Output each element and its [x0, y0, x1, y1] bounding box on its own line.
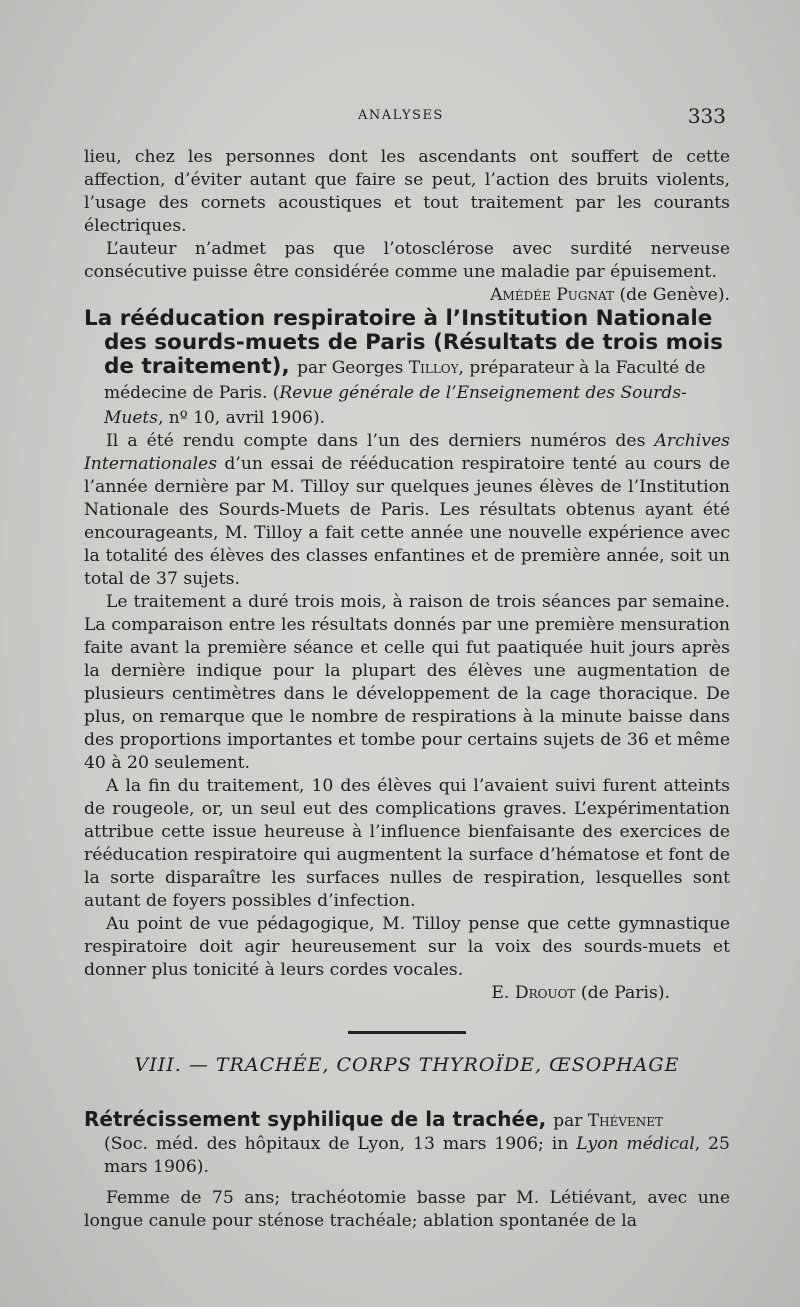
author-name: Tilloy [408, 358, 459, 378]
paragraph: lieu, chez les personnes dont les ascendants ont souffert de cette affection, d’éviter autant que faire se peut, l’action des bruits violents, l’usage des cornets acoustiques et tout traitement par les courants électriques. [84, 147, 730, 236]
reference-text: , 25 mars 1906). [104, 1134, 730, 1177]
byline [553, 1111, 663, 1131]
text-span: Il a été rendu compte dans l’un des derniers numéros des [106, 431, 646, 451]
signature-name: E. Drouot [491, 983, 576, 1003]
running-head: ANALYSES [358, 108, 444, 123]
signature-place: (de Paris). [580, 983, 670, 1003]
paragraph: L’auteur n’admet pas que l’otosclérose avec surdité nerveuse consécutive puisse être considérée comme une maladie par épuisement. [84, 239, 730, 282]
article-title-text: La rééducation respiratoire à l’Institution Nationale des sourds-muets de Paris (Résultats de trois mois de traitement), [84, 306, 723, 379]
journal-name: Archives Internationales [84, 431, 730, 474]
reference-text: (Soc. méd. des hôpitaux de Lyon, 13 mars 1906; in [104, 1134, 569, 1154]
page-body [84, 146, 730, 1233]
paragraph: A la fin du traitement, 10 des élèves qui l’avaient suivi furent atteints de rougeole, or, un seul eut des complications graves. L’expérimentation attribue cette issue heureuse à l’influence bienfaisante des exercices de rééducation respiratoire qui augmentent la surface d’hématose et font de la sorte disparaître les surfaces nulles de respiration, lesquelles sont autant de foyers possibles d’infection. [84, 776, 730, 911]
paragraph: Au point de vue pédagogique, M. Tilloy pense que cette gymnastique respiratoire doit agir heureusement sur la voix des sourds-muets et donner plus tonicité à leurs cordes vocales. [84, 914, 730, 980]
author-signature [84, 284, 730, 307]
paragraph [84, 430, 730, 591]
journal-name: Revue générale de l’Enseignement des Sourds-Muets [104, 383, 687, 428]
paragraph: Femme de 75 ans; trachéotomie basse par M. Létiévant, avec une longue canule pour sténose trachéale; ablation spontanée de la [84, 1188, 730, 1231]
text-span: d’un essai de rééducation respiratoire tenté au cours de l’année dernière par M. Tilloy sur quelques jeunes élèves de l’Institution Nationale des Sourds-Muets de Paris. Les résultats obtenus ayant été encourageants, M. Tilloy a fait cette année une nouvelle expérience avec la totalité des élèves des classes enfantines et de première année, soit un total de 37 sujets. [84, 454, 730, 589]
section-heading: VIII. — TRACHÉE, CORPS THYROÏDE, ŒSOPHAGE [134, 1054, 680, 1076]
byline-prefix: par Georges [297, 358, 404, 378]
author-affiliation: , préparateur à la Faculté de médecine de Paris. ( [104, 358, 706, 403]
signature-name: Amédée Pugnat [490, 285, 614, 305]
signature-place: (de Genève). [619, 285, 730, 305]
paragraph: Le traitement a duré trois mois, à raison de trois séances par semaine. La comparaison entre les résultats donnés par une première mensuration faite avant la première séance et celle qui fut paatiquée huit jours après la dernière indique pour la plupart des élèves une augmentation de plusieurs centimètres dans le développement de la cage thoracique. De plus, on remarque que le nombre de respirations à la minute baisse dans des proportions importantes et tombe pour certains sujets de 36 et même 40 à 20 seulement. [84, 592, 730, 773]
section-divider [348, 1031, 466, 1034]
journal-issue: , nº 10, avril 1906). [157, 408, 326, 428]
article-title [84, 307, 730, 430]
byline-prefix: par [553, 1111, 583, 1131]
article-title [84, 1107, 730, 1133]
author-signature [84, 982, 730, 1005]
article-title-text: Rétrécissement syphilique de la trachée, [84, 1107, 547, 1131]
page-number: 333 [687, 104, 726, 128]
author-name: Thévenet [587, 1111, 664, 1131]
page-header [0, 104, 800, 130]
bibliographic-reference [84, 1133, 730, 1179]
journal-name: Lyon médical [576, 1134, 695, 1154]
